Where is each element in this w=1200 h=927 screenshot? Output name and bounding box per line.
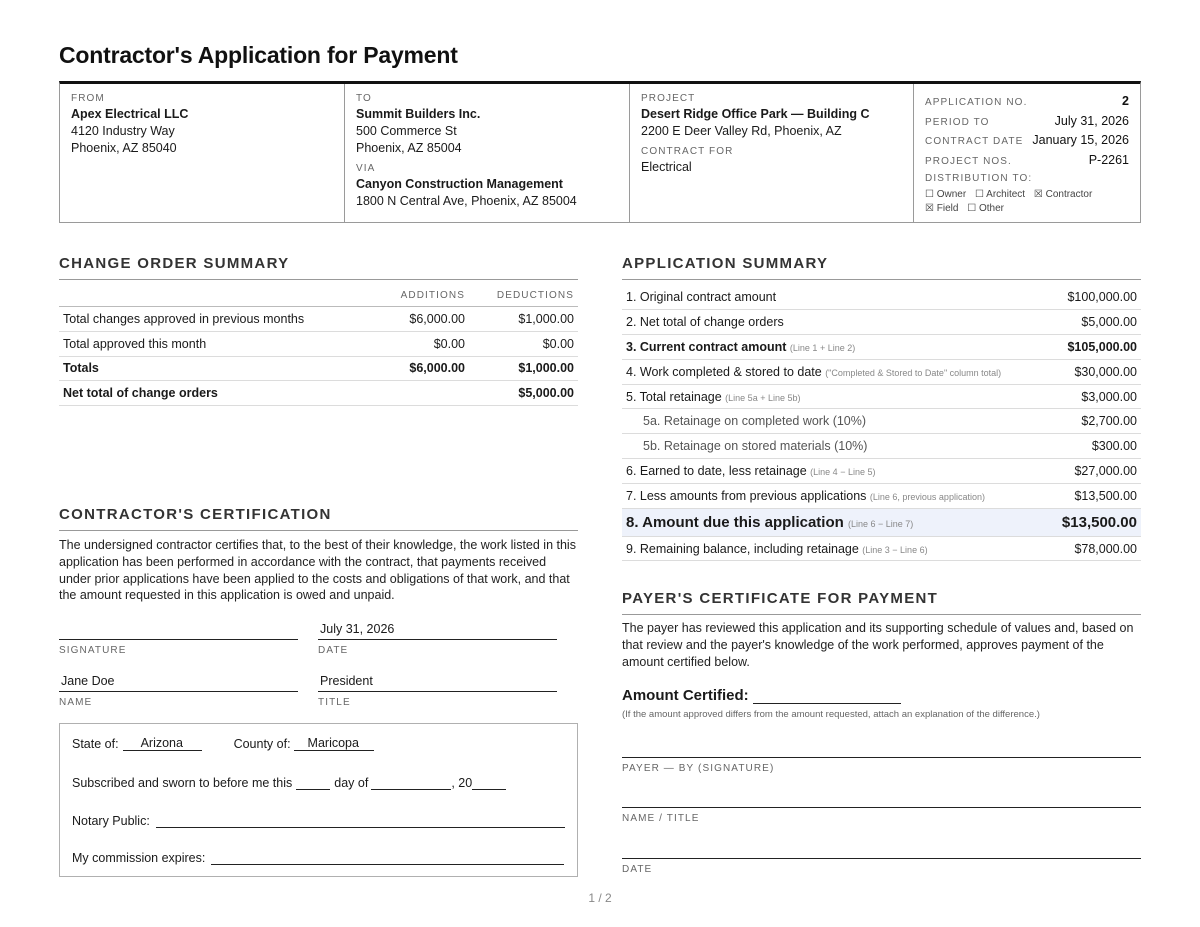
distribution-other-checkbox[interactable]: ☐ Other [967,203,1004,214]
to-address-line2: Phoenix, AZ 85004 [356,141,462,155]
title-field[interactable]: President [318,672,557,692]
name-label: NAME [59,697,93,708]
application-summary-table [622,285,1141,561]
from-address-line2: Phoenix, AZ 85040 [71,141,177,155]
sworn-day-of: day of [334,776,369,790]
application-info-cell [914,84,1140,222]
distribution-contractor-checkbox[interactable]: ☒ Contractor [1033,189,1093,200]
line-value: $300.00 [1049,434,1141,459]
line-label: 2. Net total of change orders [626,315,784,330]
via-label: VIA [356,163,376,174]
row-label: Net total of change orders [59,381,364,406]
additions-value [364,381,469,406]
line-label: 5. Total retainage [626,389,722,404]
date-label: DATE [318,645,349,656]
project-nos-label: PROJECT NOS. [925,155,1012,167]
distribution-checkboxes [925,188,1129,216]
date-field[interactable]: July 31, 2026 [318,620,557,640]
table-row [622,359,1141,384]
signature-field[interactable] [59,620,298,640]
payer-certificate-heading: PAYER'S CERTIFICATE FOR PAYMENT [622,590,1141,615]
distribution-label: DISTRIBUTION TO: [925,173,1033,184]
table-row [622,384,1141,409]
page-number: 1 / 2 [588,891,612,905]
state-label: State of: [72,737,119,751]
line-value: $5,000.00 [1049,310,1141,335]
deductions-value: $1,000.00 [469,356,578,381]
line-value: $2,700.00 [1049,409,1141,434]
row-label: Total changes approved in previous months [59,307,364,332]
application-no-row [925,93,1129,113]
notary-public-row [72,812,565,828]
table-row [59,331,578,356]
contract-date-row [925,132,1129,152]
deductions-header: DEDUCTIONS [469,286,578,307]
line-label: 1. Original contract amount [626,290,777,305]
notary-state-county-row [72,735,374,751]
table-row [622,310,1141,335]
table-row [59,307,578,332]
additions-header: ADDITIONS [364,286,469,307]
to-label: TO [356,93,372,104]
payer-signature-label: PAYER — BY (SIGNATURE) [622,763,775,774]
certification-text: The undersigned contractor certifies that, to the best of their knowledge, the work listed in this application has been performed in accordance with the contract, that payments received under prior applications have been applied to the costs and obligations of that work, and that the amount requested in this application is owed and unpaid. [59,538,576,603]
amount-difference-note: (If the amount approved differs from the amount requested, attach an explanation of the difference.) [622,709,1040,720]
additions-value: $6,000.00 [364,356,469,381]
additions-value: $6,000.00 [364,307,469,332]
period-to-row [925,113,1129,133]
project-nos-value: P-2261 [1088,152,1129,167]
commission-expires-field[interactable] [211,849,564,865]
project-name: Desert Ridge Office Park — Building C [641,107,870,121]
amount-due-row [622,508,1141,536]
to-cell [345,84,630,222]
line-label: 8. Amount due this application [626,513,844,531]
line-value: $3,000.00 [1049,384,1141,409]
sworn-year-prefix: , 20 [451,776,473,790]
table-row [622,459,1141,484]
state-field[interactable]: Arizona [123,735,202,751]
line-label: 4. Work completed & stored to date [626,364,822,379]
from-name: Apex Electrical LLC [71,107,189,121]
line-value: $30,000.00 [1049,359,1141,384]
line-label: 5a. Retainage on completed work (10%) [643,414,867,429]
notary-public-label: Notary Public: [72,814,150,828]
distribution-field-checkbox[interactable]: ☒ Field [925,203,959,214]
notary-public-field[interactable] [156,812,565,828]
payer-certificate-text: The payer has reviewed this application and its supporting schedule of values and, based on that review and the payer's knowledge of the work performed, approves payment of the amount certified below. [622,621,1134,669]
header-info-table [59,81,1141,223]
notary-sworn-row [72,774,506,790]
sworn-year-field[interactable] [472,774,506,790]
line-note: ("Completed & Stored to Date" column total) [825,367,1002,378]
line-note: (Line 6 − Line 7) [847,518,914,529]
commission-row [72,849,564,865]
contract-for-label: CONTRACT FOR [641,146,734,157]
to-address-line1: 500 Commerce St [356,124,457,138]
line-value: $13,500.00 [1049,483,1141,508]
amount-certified-field[interactable] [753,690,901,704]
period-to-value: July 31, 2026 [1054,113,1129,128]
contract-date-value: January 15, 2026 [1032,133,1129,147]
line-value: $100,000.00 [1049,285,1141,310]
deductions-value: $5,000.00 [469,381,578,406]
contract-date-label: CONTRACT DATE [925,136,1024,147]
sworn-month-field[interactable] [371,774,451,790]
row-label: Totals [59,356,364,381]
via-name: Canyon Construction Management [356,177,563,191]
project-address: 2200 E Deer Valley Rd, Phoenix, AZ [641,124,842,138]
row-label: Total approved this month [59,331,364,356]
title-label: TITLE [318,697,351,708]
from-label: FROM [71,93,105,104]
via-address: 1800 N Central Ave, Phoenix, AZ 85004 [356,194,577,208]
table-row [622,536,1141,561]
table-row [622,335,1141,360]
county-label: County of: [233,737,291,751]
application-no-label: APPLICATION NO. [925,97,1028,108]
line-value: $78,000.00 [1049,536,1141,561]
county-field[interactable]: Maricopa [294,735,374,751]
sworn-day-field[interactable] [296,774,330,790]
from-address-line1: 4120 Industry Way [71,124,175,138]
line-note: (Line 5a + Line 5b) [725,392,801,403]
line-value: $27,000.00 [1049,459,1141,484]
line-label: 6. Earned to date, less retainage [626,463,807,478]
table-row [622,285,1141,310]
deductions-value: $1,000.00 [469,307,578,332]
line-label: 9. Remaining balance, including retainage [626,541,859,556]
payer-date-field[interactable] [622,858,1141,859]
amount-due-value: $13,500.00 [1049,508,1141,536]
contract-for-value: Electrical [641,160,692,174]
line-value: $105,000.00 [1049,335,1141,360]
line-note: (Line 6, previous application) [869,491,985,502]
sworn-prefix: Subscribed and sworn to before me this [72,776,293,790]
payer-signature-field[interactable] [622,757,1141,758]
distribution-architect-checkbox[interactable]: ☐ Architect [974,189,1026,200]
line-label: 7. Less amounts from previous applications [626,488,867,503]
commission-expires-label: My commission expires: [72,851,206,865]
totals-row [59,356,578,381]
line-note: (Line 4 − Line 5) [810,466,876,477]
signature-label: SIGNATURE [59,645,127,656]
line-label: 5b. Retainage on stored materials (10%) [643,439,868,454]
net-total-row [59,381,578,406]
certification-heading: CONTRACTOR'S CERTIFICATION [59,506,578,531]
from-cell [60,84,345,222]
table-row [622,483,1141,508]
table-row [622,409,1141,434]
project-cell [630,84,914,222]
additions-value: $0.00 [364,331,469,356]
line-note: (Line 1 + Line 2) [789,342,856,353]
to-name: Summit Builders Inc. [356,107,481,121]
amount-certified-row [622,687,901,704]
project-label: PROJECT [641,93,696,104]
page-title: Contractor's Application for Payment [59,42,458,68]
amount-certified-label: Amount Certified: [622,687,749,704]
project-nos-row [925,152,1129,172]
distribution-owner-checkbox[interactable]: ☐ Owner [925,189,967,200]
application-no-value: 2 [1122,94,1129,108]
payer-name-title-field[interactable] [622,807,1141,808]
payer-name-title-label: NAME / TITLE [622,813,700,824]
line-note: (Line 3 − Line 6) [862,544,928,555]
application-summary-heading: APPLICATION SUMMARY [622,255,1141,280]
change-order-heading: CHANGE ORDER SUMMARY [59,255,578,280]
table-row [622,434,1141,459]
line-label: 3. Current contract amount [626,339,787,354]
change-order-table [59,286,578,406]
period-to-label: PERIOD TO [925,116,990,128]
change-order-header-row [59,286,578,307]
deductions-value: $0.00 [469,331,578,356]
name-field[interactable]: Jane Doe [59,672,298,692]
notary-box [59,723,578,877]
payer-date-label: DATE [622,864,653,875]
